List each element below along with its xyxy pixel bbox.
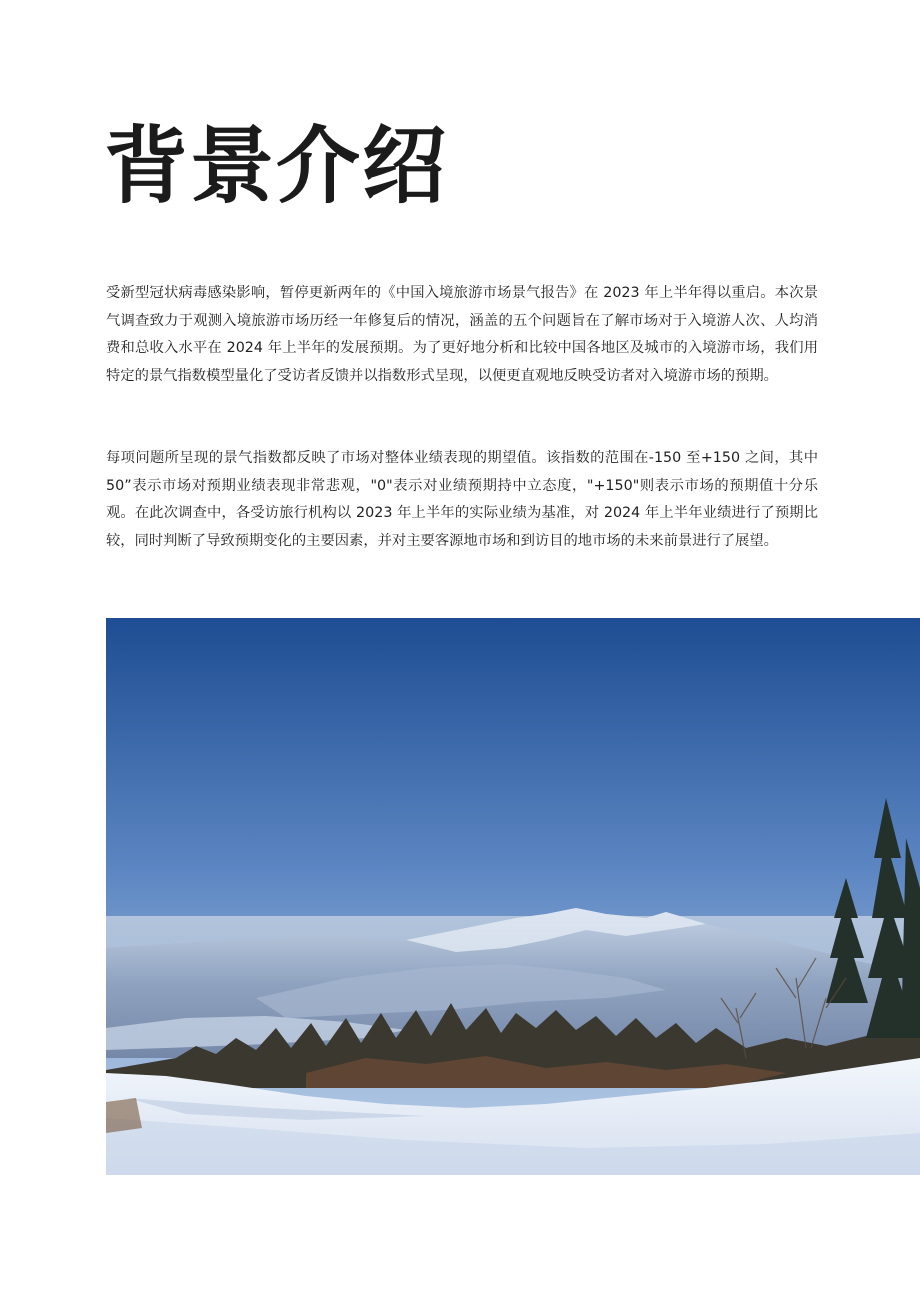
page-title: 背景介绍 <box>104 117 449 215</box>
snowy-mountain-photo <box>106 618 920 1175</box>
intro-paragraph-1: 受新型冠状病毒感染影响，暂停更新两年的《中国入境旅游市场景气报告》在 2023 年上半年得以重启。本次景气调查致力于观测入境旅游市场历经一年修复后的情况，涵盖的五个问题旨在了解市场对于入境游人次、人均消费和总收入水平在 2024 年上半年的发展预期。为了更好地分析和比较中国各地区及城市的入境游市场，我们用特定的景气指数模型量化了受访者反馈并以指数形式呈现，以便更直观地反映受访者对入境游市场的预期。 <box>106 285 818 384</box>
intro-paragraph-2: 每项问题所呈现的景气指数都反映了市场对整体业绩表现的期望值。该指数的范围在-150 至+150 之间，其中 50”表示市场对预期业绩表现非常悲观，"0"表示对业绩预期持中立态度，"+150"则表示市场的预期值十分乐观。在此次调查中，各受访旅行机构以 2023 年上半年的实际业绩为基准，对 2024 年上半年业绩进行了预期比较，同时判断了导致预期变化的主要因素，并对主要客源地市场和到访目的地市场的未来前景进行了展望。 <box>106 450 818 549</box>
